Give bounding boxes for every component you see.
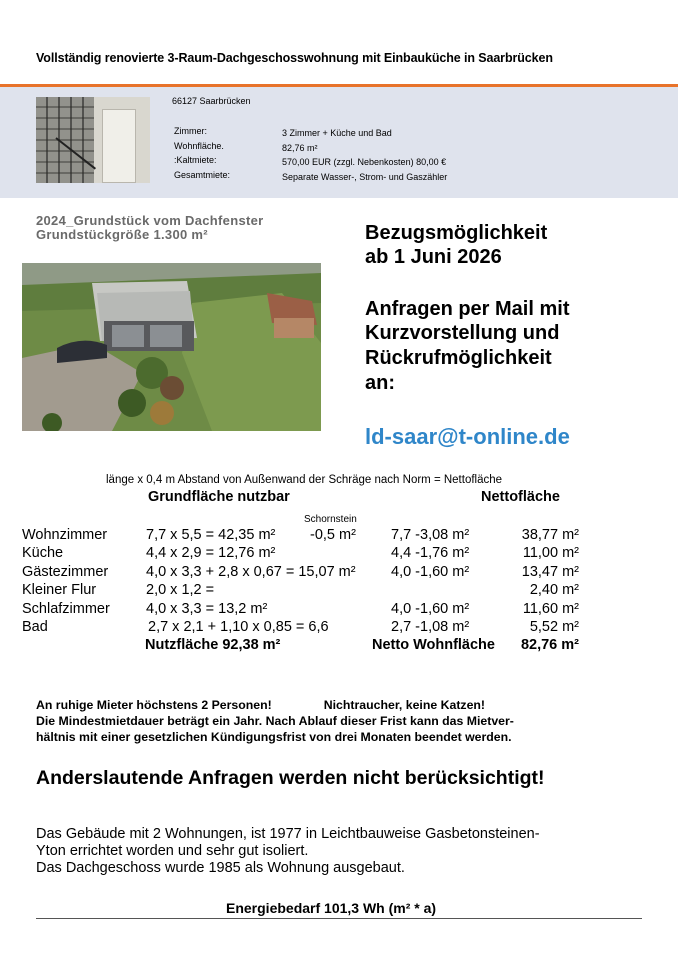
info-value-totalrent: Separate Wasser-, Strom- und Gaszähler bbox=[282, 172, 448, 182]
building-line2: Yton errichtet worden und sehr gut isoliert. bbox=[36, 843, 309, 859]
room-net: 38,77 m² bbox=[521, 527, 579, 543]
info-label-area: Wohnfläche. bbox=[174, 141, 224, 151]
info-value-coldrent: 570,00 EUR (zzgl. Nebenkosten) 80,00 € bbox=[282, 157, 447, 167]
garden-caption-line2: Grundstückgröße 1.300 m² bbox=[36, 227, 208, 242]
room-name: Wohnzimmer bbox=[22, 527, 108, 543]
room-reduction: 4,0 -1,60 m² bbox=[391, 564, 470, 580]
room-usable: 4,0 x 3,3 = 13,2 m² bbox=[146, 601, 268, 617]
bottom-divider bbox=[36, 918, 642, 919]
room-reduction: 4,0 -1,60 m² bbox=[391, 601, 470, 617]
building-description bbox=[36, 826, 540, 877]
room-chimney: -0,5 m² bbox=[310, 527, 356, 543]
building-line1: Das Gebäude mit 2 Wohnungen, ist 1977 in Leichtbauweise Gasbetonsteinen- bbox=[36, 826, 540, 842]
termination-line: hältnis mit einer gesetzlichen Kündigungsfrist von drei Monaten beendet werden. bbox=[36, 730, 512, 744]
tenant-limit: An ruhige Mieter höchstens 2 Personen! bbox=[36, 698, 272, 712]
room-reduction: 4,4 -1,76 m² bbox=[391, 545, 470, 561]
request-line3: Rückrufmöglichkeit bbox=[365, 347, 552, 369]
info-value-rooms: 3 Zimmer + Küche und Bad bbox=[282, 128, 392, 138]
page-title: Vollständig renovierte 3-Raum-Dachgeschosswohnung mit Einbauküche in Saarbrücken bbox=[36, 51, 553, 65]
info-label-totalrent: Gesamtmiete: bbox=[174, 170, 231, 180]
total-net-area: 82,76 m² bbox=[520, 637, 579, 653]
chimney-label: Schornstein bbox=[304, 514, 357, 525]
room-usable: 4,0 x 3,3 + 2,8 x 0,67 = 15,07 m² bbox=[146, 564, 356, 580]
rental-conditions bbox=[36, 697, 514, 745]
request-line1: Anfragen per Mail mit bbox=[365, 298, 570, 320]
garden-caption-line1: 2024_Grundstück vom Dachfenster bbox=[36, 213, 264, 228]
availability-line2: ab 1 Juni 2026 bbox=[365, 246, 502, 268]
room-net: 2,40 m² bbox=[529, 582, 579, 598]
request-line2: Kurzvorstellung und bbox=[365, 322, 560, 344]
postal-location: 66127 Saarbrücken bbox=[172, 96, 251, 106]
info-label-coldrent: :Kaltmiete: bbox=[174, 155, 217, 165]
hallway-photo bbox=[36, 97, 150, 183]
min-lease-line: Die Mindestmietdauer beträgt ein Jahr. Nach Ablauf dieser Frist kann das Mietver- bbox=[36, 714, 514, 728]
request-line4: an: bbox=[365, 372, 395, 394]
building-line3: Das Dachgeschoss wurde 1985 als Wohnung ausgebaut. bbox=[36, 860, 405, 876]
room-name: Bad bbox=[22, 619, 48, 635]
garden-caption bbox=[36, 214, 264, 242]
warning-notice: Anderslautende Anfragen werden nicht berücksichtigt! bbox=[36, 767, 545, 789]
room-name: Schlafzimmer bbox=[22, 601, 110, 617]
contact-email-link[interactable]: ld-saar@t-online.de bbox=[365, 424, 570, 449]
area-table-note: länge x 0,4 m Abstand von Außenwand der Schräge nach Norm = Nettofläche bbox=[106, 474, 503, 486]
header-usable-area: Grundfläche nutzbar bbox=[148, 489, 290, 505]
room-name: Gästezimmer bbox=[22, 564, 109, 580]
room-net: 11,60 m² bbox=[522, 601, 579, 617]
header-net-area: Nettofläche bbox=[481, 489, 560, 505]
room-reduction: 7,7 -3,08 m² bbox=[391, 527, 470, 543]
room-usable: 7,7 x 5,5 = 42,35 m² bbox=[146, 527, 276, 543]
total-usable-area: Nutzfläche 92,38 m² bbox=[145, 637, 281, 653]
total-net-label: Netto Wohnfläche bbox=[372, 637, 495, 653]
house-rules: Nichtraucher, keine Katzen! bbox=[323, 698, 486, 712]
garden-aerial-photo bbox=[22, 263, 321, 431]
info-label-rooms: Zimmer: bbox=[174, 126, 207, 136]
room-name: Küche bbox=[22, 545, 64, 561]
room-usable: 2,0 x 1,2 = bbox=[146, 582, 215, 598]
room-usable: 2,7 x 2,1 + 1,10 x 0,85 = 6,6 bbox=[148, 619, 329, 635]
availability-line1: Bezugsmöglichkeit bbox=[365, 222, 548, 244]
room-name: Kleiner Flur bbox=[22, 582, 97, 598]
energy-demand: Energiebedarf 101,3 Wh (m² * a) bbox=[226, 900, 437, 916]
room-usable: 4,4 x 2,9 = 12,76 m² bbox=[146, 545, 276, 561]
room-net: 11,00 m² bbox=[522, 545, 579, 561]
room-net: 13,47 m² bbox=[521, 564, 579, 580]
room-net: 5,52 m² bbox=[529, 619, 579, 635]
info-value-area: 82,76 m² bbox=[282, 143, 318, 153]
room-reduction: 2,7 -1,08 m² bbox=[391, 619, 470, 635]
